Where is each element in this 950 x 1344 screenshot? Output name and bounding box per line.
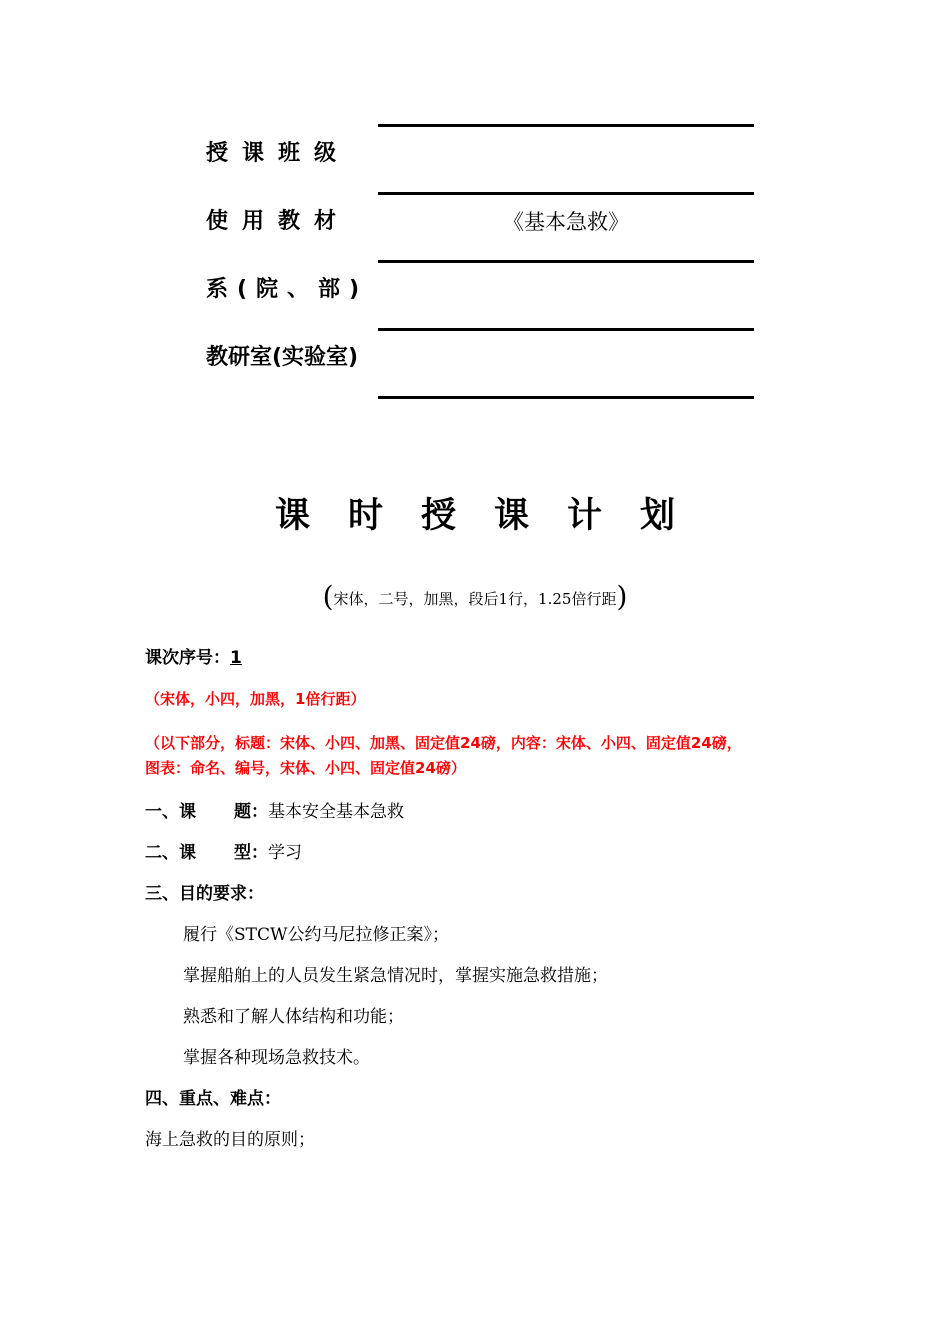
goal-item: 熟悉和了解人体结构和功能； [183, 1007, 404, 1027]
class-label: 授课班级 [206, 141, 351, 166]
title-note-text: 宋体，二号，加黑，段后1行，1.25倍行距 [333, 590, 617, 608]
title-note [0, 580, 950, 613]
lab-label: 教研室(实验室) [206, 345, 359, 370]
topic-value: 基本安全基本急救 [268, 802, 404, 822]
type-line [145, 838, 825, 863]
lesson-number [145, 643, 825, 668]
goal-item: 履行《STCW公约马尼拉修正案》； [183, 925, 449, 945]
key-item: 海上急救的目的原则； [145, 1130, 315, 1150]
info-row-lab [206, 330, 754, 398]
close-paren: ) [616, 580, 628, 613]
goal-heading: 三、目的要求： [145, 884, 264, 904]
topic-label-a: 一、课 [145, 802, 196, 822]
info-row-textbook [206, 194, 754, 262]
open-paren: ( [322, 580, 334, 613]
goal-item: 掌握各种现场急救技术。 [183, 1048, 370, 1068]
page-title: 课时授课计划 [274, 496, 713, 536]
type-value: 学习 [268, 843, 302, 863]
format-note-2b: 图表：命名、编号，宋体、小四、固定值24磅） [145, 759, 466, 777]
topic-label-b: 题： [234, 802, 268, 822]
format-note-1: （宋体，小四，加黑，1倍行距） [145, 690, 366, 708]
dept-label: 系(院、部) [206, 277, 369, 302]
format-note-2a: （以下部分，标题：宋体、小四、加黑、固定值24磅，内容：宋体、小四、固定值24磅， [145, 734, 742, 752]
goal-item: 掌握船舶上的人员发生紧急情况时，掌握实施急救措施； [183, 966, 608, 986]
textbook-value: 《基本急救》 [503, 210, 629, 234]
info-row-class [206, 126, 754, 194]
textbook-label: 使用教材 [206, 209, 351, 234]
lesson-number-value: 1 [230, 648, 242, 668]
lesson-number-label: 课次序号： [145, 648, 230, 668]
info-row-dept [206, 262, 754, 330]
type-label-b: 型： [234, 843, 268, 863]
type-label-a: 二、课 [145, 843, 196, 863]
topic-line [145, 797, 825, 822]
key-heading: 四、重点、难点： [145, 1089, 281, 1109]
